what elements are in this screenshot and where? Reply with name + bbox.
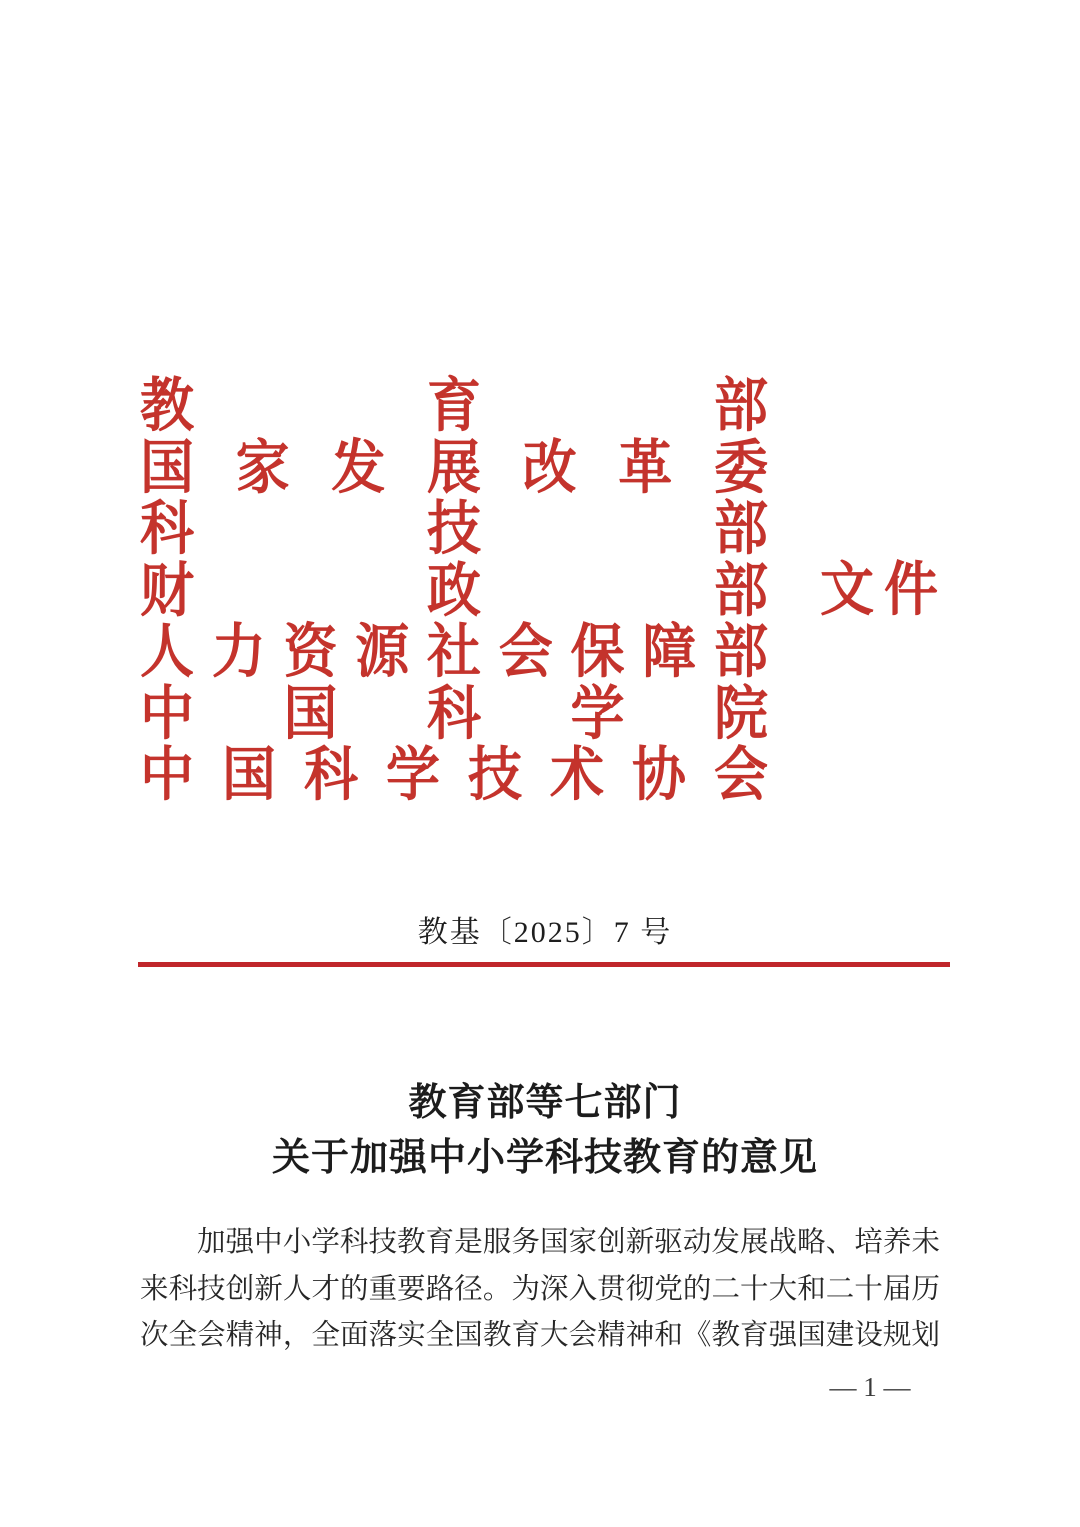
letterhead-agency-most: 科 技 部 [140, 496, 768, 562]
page-number: — 1 — [829, 1372, 911, 1402]
letterhead-agency-mof: 财 政 部 [140, 557, 768, 623]
letterhead-agency-ndrc: 国 家 发 展 改 革 委 [140, 434, 768, 500]
title-line-1: 教育部等七部门 [408, 1082, 682, 1124]
letterhead-agency-cas: 中 国 科 学 院 [140, 680, 768, 746]
letterhead-agency-cast: 中 国 科 学 技 术 协 会 [140, 742, 768, 808]
letterhead-agency-moe: 教 育 部 [140, 373, 768, 439]
document-number: 教基〔2025〕7 号 [417, 916, 673, 949]
letterhead-agency-mohrss: 人 力 资 源 社 会 保 障 部 [140, 619, 768, 685]
title-line-2: 关于加强中小学科技教育的意见 [271, 1137, 818, 1179]
letterhead-document-label: 文 件 [820, 557, 938, 623]
document-title [140, 1076, 950, 1186]
red-divider-line [138, 962, 950, 967]
body-paragraph: 加强中小学科技教育是服务国家创新驱动发展战略、培养未来科技创新人才的重要路径。为深入贯彻党的二十大和二十届历次全会精神，全面落实全国教育大会精神和《教育强国建设规划 [140, 1227, 940, 1351]
letterhead [140, 375, 768, 806]
